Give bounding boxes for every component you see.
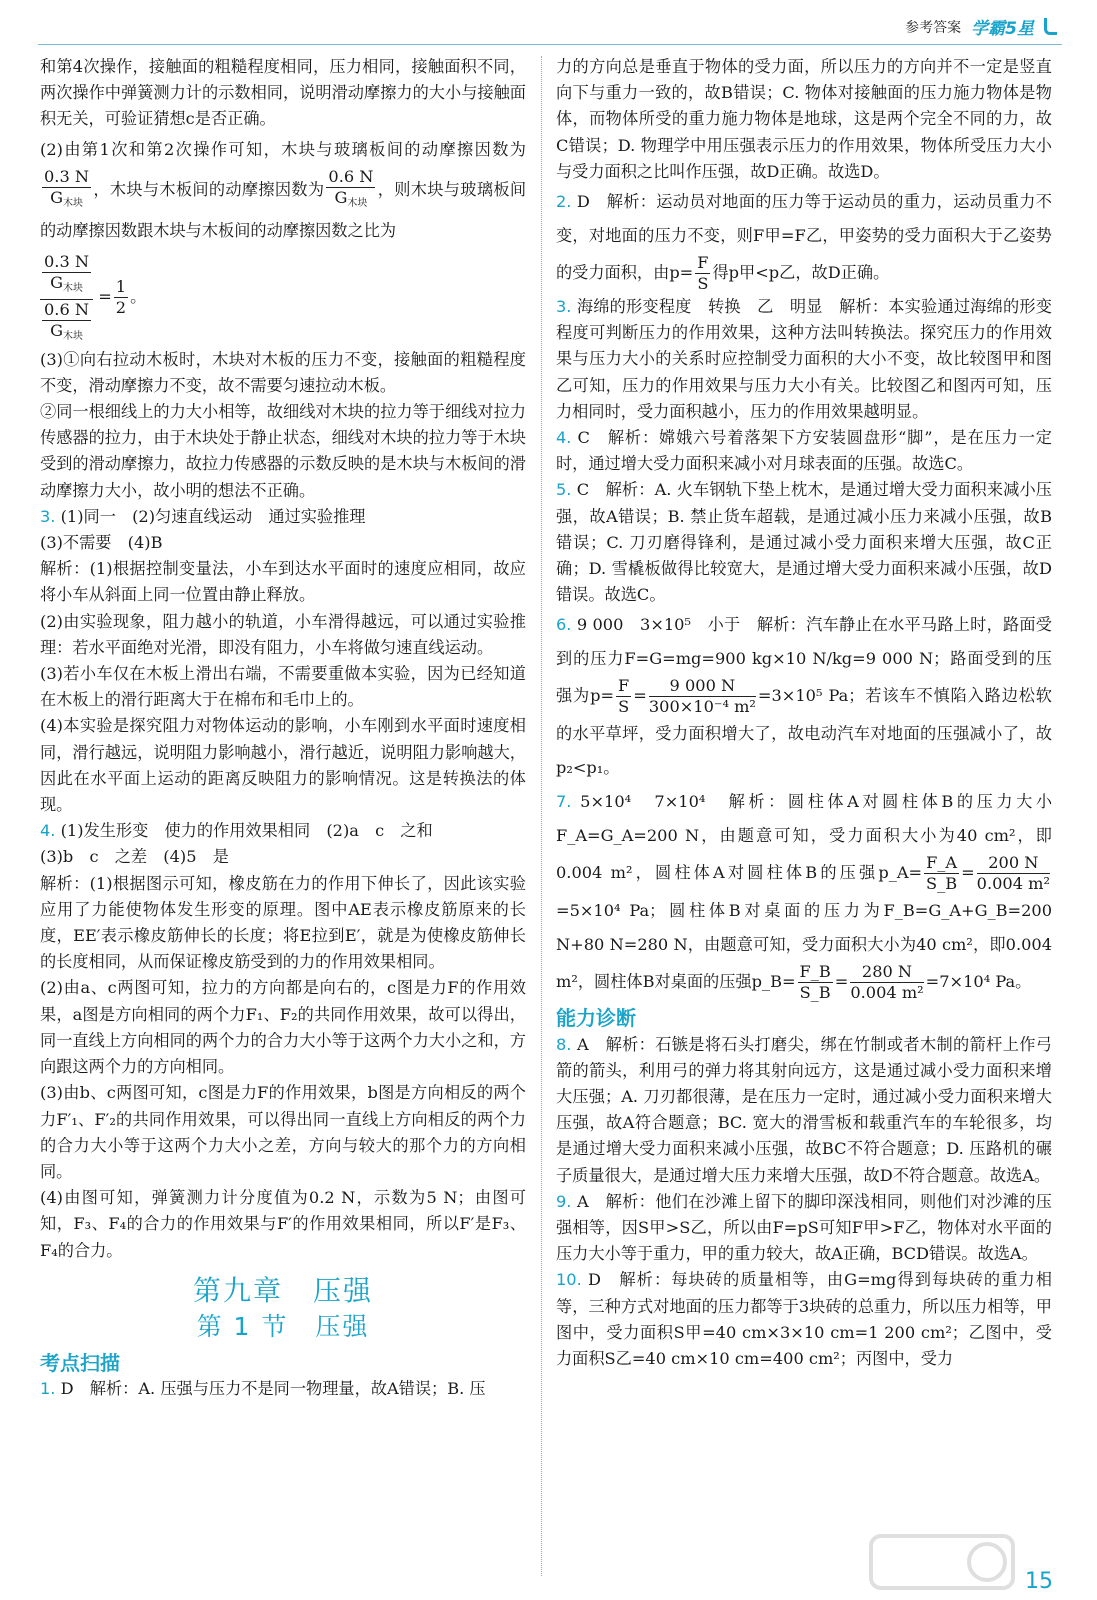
answer-3-explain-4: (4)本实验是探究阻力对物体运动的影响，小车刚到水平面时速度相同，滑行越远，说明阻力影响越小，滑行越近，说明阻力影响越大，因此在水平面上运动的距离反映阻力的影响情况。这是转换法的体现。 xyxy=(40,716,526,815)
page-number: 15 xyxy=(1025,1569,1053,1594)
ratio-half: $\frac{1}{2}$ xyxy=(115,276,127,317)
answer-4-line2: (3)b c 之差 (4)5 是 xyxy=(40,847,229,867)
answer-4: 4. (1)发生形变 使力的作用效果相同 (2)a c 之和 xyxy=(40,821,433,841)
answers-label: 参考答案 xyxy=(905,19,962,36)
answer-3-explain-3: (3)若小车仅在木板上滑出右端，不需要重做本实验，因为已经知道在木板上的滑行距离大于在棉布和毛巾上的。 xyxy=(40,664,526,710)
fraction-280n: $\frac{280 N}{\text{0.004 m²}}$ xyxy=(850,962,924,1003)
answer-3-explain-1: 解析：(1)根据控制变量法，小车到达水平面时的速度应相同，故应将小车从斜面上同一位置由静止释放。 xyxy=(40,559,526,605)
fraction-fb-sb: $\frac{F\_B}{S\_B}$ xyxy=(799,962,831,1003)
hook-icon xyxy=(1044,18,1057,35)
right-paragraph-1: 力的方向总是垂直于物体的受力面，所以压力的方向并不一定是竖直向下与重力一致的，故B错误；C. 物体对接触面的压力施力物体是物体，而物体所受的重力施力物体是地球，这是两个完全不同的力，故C错误；D. 物理学中用压强表示压力的作用效果，物体所受压力大小与受力面积之比叫作压强，故D正确。故选D。 xyxy=(556,57,1052,181)
left-paragraph-1: 和第4次操作，接触面的粗糙程度相同，压力相同，接触面积不同，两次操作中弹簧测力计的示数相同，说明滑动摩擦力的大小与接触面积无关，可验证猜想c是否正确。 xyxy=(40,57,526,129)
answer-3-explain-2: (2)由实验现象，阻力越小的轨道，小车滑得越远，可以通过实验推理：若水平面绝对光滑，即没有阻力，小车将做匀速直线运动。 xyxy=(40,611,526,657)
fraction-f-over-s: $\frac{F}{S}$ xyxy=(618,676,630,717)
answer-2: 2. D 解析：运动员对地面的压力等于运动员的重力，运动员重力不变，对地面的压力不变，则F甲=F乙，甲姿势的受力面积大于乙姿势的受力面积，由p= $\frac{F}{S}$ 得p甲<p乙，故D正确。 xyxy=(556,192,1052,294)
fraction-06n: $\frac{0.6 N}{G_{木块}}$ xyxy=(328,166,374,209)
subhead-scan: 考点扫描 xyxy=(40,1351,120,1376)
column-divider xyxy=(541,56,542,1576)
fraction-03n: $\frac{0.3 N}{G_{木块}}$ xyxy=(44,166,90,209)
header-rule xyxy=(38,44,1062,45)
answer-9: 9. A 解析：他们在沙滩上留下的脚印深浅相同，则他们对沙滩的压强相等，因S甲>S乙，所以由F=pS可知F甲>F乙，物体对水平面的压力大小等于重力，甲的重力较大，故A正确，BCD错误。故选A。 xyxy=(556,1191,1052,1264)
answer-4-explain-4: (4)由图可知，弹簧测力计分度值为0.2 N，示数为5 N；由图可知，F₃、F₄的合力的作用效果与F′的作用效果相同，所以F′是F₃、F₄的合力。 xyxy=(40,1188,526,1260)
left-paragraph-2: (2)由第1次和第2次操作可知，木块与玻璃板间的动摩擦因数为 $\frac{0.3 N}{G_{木块}}$ ，木块与木板间的动摩擦因数为 $\frac{0.6 N}{G_{木块}}$ ，则木块与玻璃板间的动摩擦因数跟木块与木板间的动摩擦因数之比为 xyxy=(40,139,527,240)
answer-3-right: 3. 海绵的形变程度 转换 乙 明显 解析：本实验通过海绵的形变程度可判断压力的作用效果，这种方法叫转换法。探究压力的作用效果与压力大小的关系时应控制受力面积的大小不变，故比较图甲和图乙可知，压力的作用效果与压力大小有关。比较图乙和图丙可知，压力相同时，受力面积越小，压力的作用效果越明显。 xyxy=(556,297,1052,421)
subhead-ability: 能力诊断 xyxy=(556,1006,636,1031)
fraction-fs: $\frac{F}{S}$ xyxy=(697,253,709,294)
left-paragraph-4: ②同一根细线上的力大小相等，故细线对木块的拉力等于细线对拉力传感器的拉力，由于木块处于静止状态，细线对木块的拉力等于木块受到的滑动摩擦力，故拉力传感器的示数反映的是木块与木板间的滑动摩擦力大小，故小明的想法不正确。 xyxy=(40,402,526,500)
answer-4-explain-3: (3)由b、c两图可知，c图是力F的作用效果，b图是方向相反的两个力F′₁、F′₂的共同作用效果，可以得出同一直线上方向相反的两个力的合力大小等于这两个力大小之差，方向与较大的那个力的方向相同。 xyxy=(40,1083,526,1181)
answer-10: 10. D 解析：每块砖的质量相等，由G=mg得到每块砖的重力相等，三种方式对地面的压力都等于3块砖的总重力，所以压力相等，甲图中，受力面积S甲=40 cm×3×10 cm=1 200 cm²；乙图中，受力面积S乙=40 cm×10 cm=400 cm²；丙图中，受力 xyxy=(556,1270,1052,1369)
fraction-9000: $\frac{9 000 N}{\text{300×10⁻⁴ m²}}$ xyxy=(648,676,756,717)
fraction-fa-sb: $\frac{F\_A}{S\_B}$ xyxy=(926,853,958,894)
fraction-200n: $\frac{200 N}{\text{0.004 m²}}$ xyxy=(976,853,1050,894)
answer-1: 1. D 解析：A. 压强与压力不是同一物理量，故A错误；B. 压 xyxy=(40,1379,486,1399)
answer-4-right: 4. C 解析：嫦娥六号着落架下方安装圆盘形“脚”，是在压力一定时，通过增大受力面积来减小对月球表面的压强。故选C。 xyxy=(556,428,1052,474)
answer-5: 5. C 解析：A. 火车钢轨下垫上枕木，是通过增大受力面积来减小压强，故A错误；B. 禁止货车超载，是通过减小压力来减小压强，故B错误；C. 刀刃磨得锋利，是通过减小受力面积来增大压强，故C正确；D. 雪橇板做得比较宽大，是通过增大受力面积来减小压强，故D错误。故选C。 xyxy=(556,480,1052,605)
answer-8: 8. A 解析：石镞是将石头打磨尖，绑在竹制或者木制的箭杆上作弓箭的箭头，利用弓的弹力将其射向远方，这是通过减小受力面积来增大压强；A. 刀刃都很薄，是在压力一定时，通过减小受力面积来增大压强，故A符合题意；BC. 宽大的滑雪板和载重汽车的车轮很多，均是通过增大受力面积来减小压强，故BC不符合题意；D. 压路机的碾子质量很大，是通过增大压力来增大压强，故D不符合题意。故选A。 xyxy=(556,1034,1052,1185)
section-title: 第 1 节 压强 xyxy=(196,1311,370,1341)
left-column xyxy=(40,54,526,1403)
watermark-stamp xyxy=(867,1532,1017,1592)
answer-4-explain-1: 解析：(1)根据图示可知，橡皮筋在力的作用下伸长了，因此该实验应用了力能使物体发生形变的原理。图中AE表示橡皮筋原来的长度，EE′表示橡皮筋伸长的长度；将E拉到E′，就是为使橡皮筋伸长的长度相同，从而保证橡皮筋受到的力的作用效果相同。 xyxy=(40,873,526,972)
page-header xyxy=(905,14,1057,39)
answer-7: 7. 5×10⁴ 7×10⁴ 解析：圆柱体A对圆柱体B的压力大小F_A=G_A=200 N，由题意可知，受力面积大小为40 cm²，即0.004 m²，圆柱体A对圆柱体B的压强p_A= $\frac{F\_A}{S\_B}$ = $\frac{200 N}{\text{0.004 m²}}$ =5×10⁴ Pa；圆柱体B对桌面的压力为F_B=G_A+G_B=200 N+80 N=280 N，由题意可知，受力面积大小为40 cm²，即0.004 m²，圆柱体B对桌面的压强p_B= $\frac{F\_B}{S\_B}$ = $\frac{280 N}{\text{0.004 m²}}$ =7×10⁴ Pa。 xyxy=(556,792,1053,1003)
brand-logo: 学霸5星 xyxy=(971,19,1034,39)
ratio-equation: $\frac{0.3 N}{G_{木块}}$ $\frac{0.6 N}{G_{木块}}$ = $\frac{1}{2}$ 。 xyxy=(40,248,526,347)
answer-6: 6. 9 000 3×10⁵ 小于 解析：汽车静止在水平马路上时，路面受到的压力F=G=mg=900 kg×10 N/kg=9 000 N；路面受到的压强为p= $\frac{F}{S}$ = $\frac{9 000 N}{\text{300×10⁻⁴ m²}}$ =3×10⁵ Pa；若该车不慎陷入路边松软的水平草坪，受力面积增大了，故电动汽车对地面的压强减小了，故p₂<p₁。 xyxy=(556,615,1052,778)
answer-3-line2: (3)不需要 (4)B xyxy=(40,533,163,553)
left-paragraph-3: (3)①向右拉动木板时，木块对木板的压力不变，接触面的粗糙程度不变，滑动摩擦力不变，故不需要匀速拉动木板。 xyxy=(40,349,526,395)
answer-3: 3. (1)同一 (2)匀速直线运动 通过实验推理 xyxy=(40,506,366,526)
right-column xyxy=(556,54,1052,1372)
chapter-title: 第九章 压强 xyxy=(192,1273,373,1307)
answer-4-explain-2: (2)由a、c两图可知，拉力的方向都是向右的，c图是力F的作用效果，a图是方向相同的两个力F₁、F₂的共同作用效果，故可以得出，同一直线上方向相同的两个力的合力大小等于这两个力大小之和，方向跟这两个力的方向相同。 xyxy=(40,978,526,1077)
compound-fraction: $\frac{0.3 N}{G_{木块}}$ $\frac{0.6 N}{G_{木块}}$ xyxy=(40,252,93,347)
